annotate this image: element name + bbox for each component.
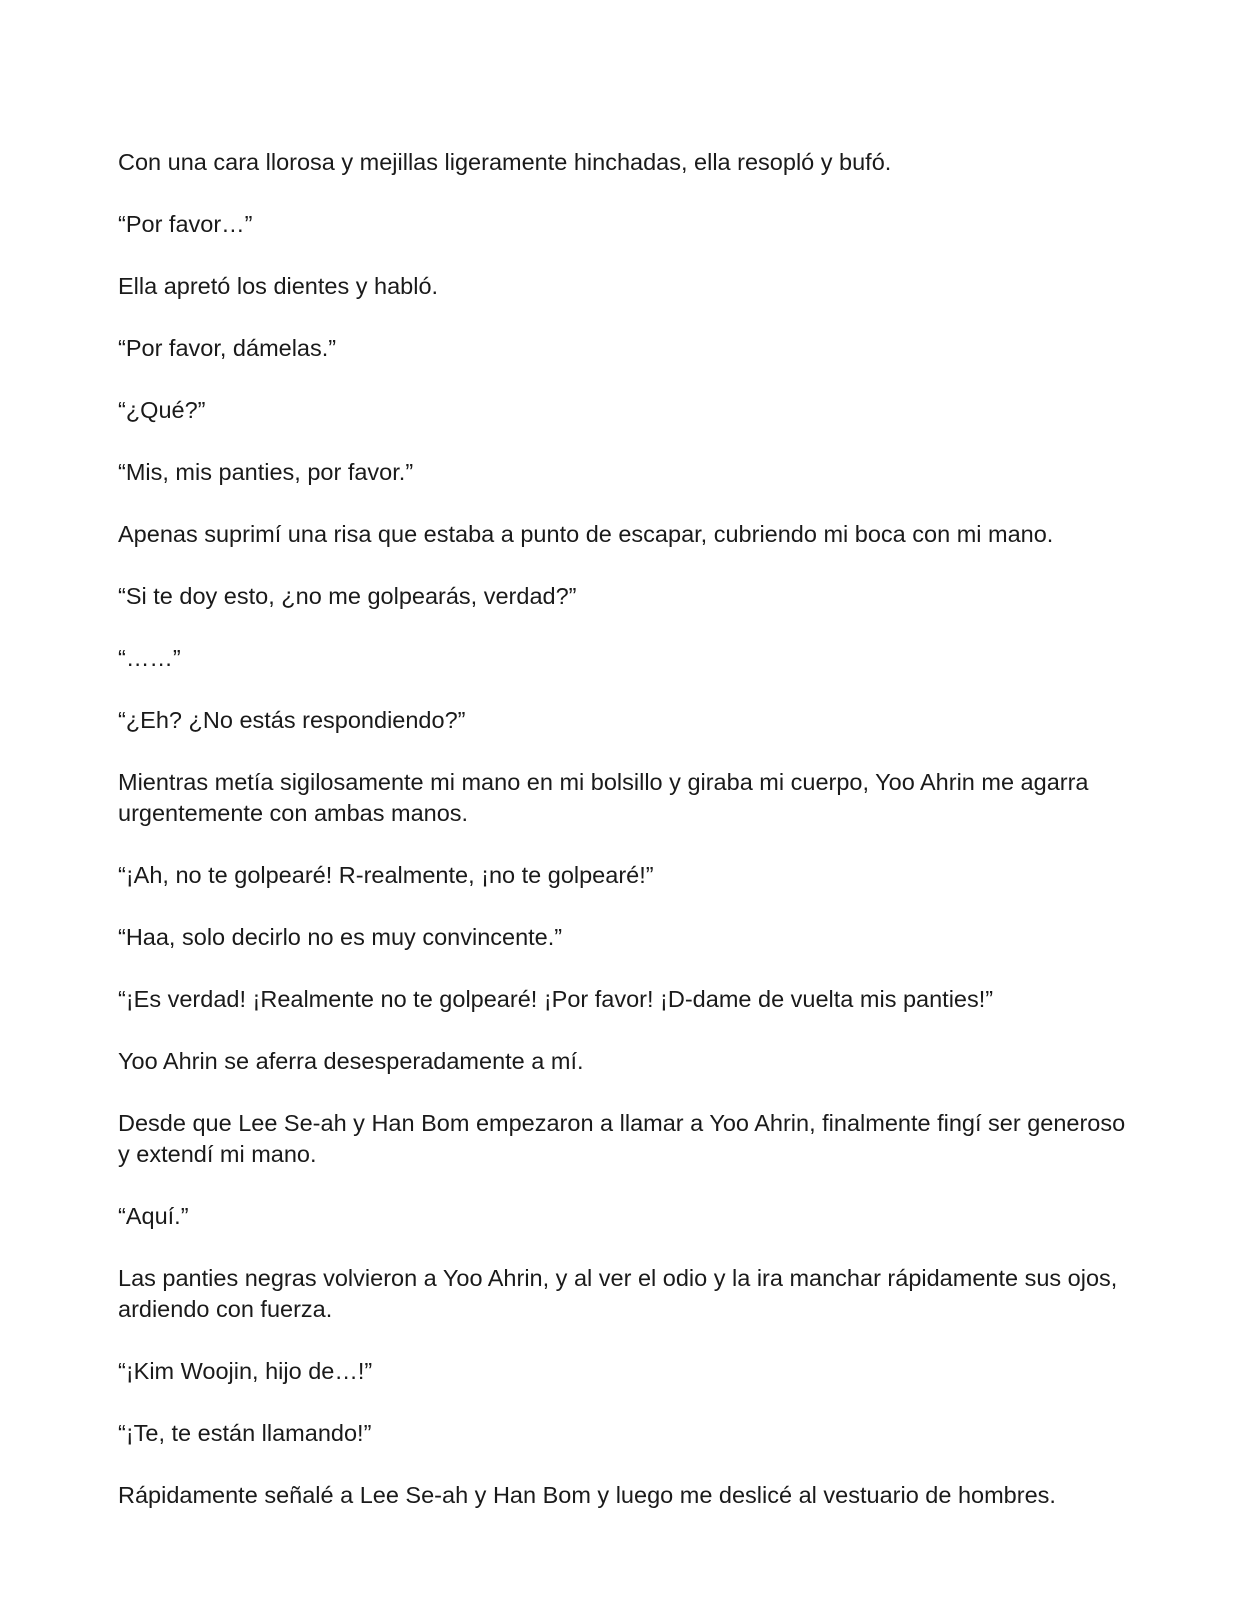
paragraph: Con una cara llorosa y mejillas ligeramente hinchadas, ella resopló y bufó.	[118, 149, 892, 175]
paragraph: Apenas suprimí una risa que estaba a punto de escapar, cubriendo mi boca con mi mano.	[118, 521, 1054, 547]
paragraph: Rápidamente señalé a Lee Se-ah y Han Bom y luego me deslicé al vestuario de hombres.	[118, 1482, 1056, 1508]
paragraph: “Por favor…”	[118, 211, 253, 237]
paragraph: “¿Qué?”	[118, 397, 206, 423]
paragraph: Las panties negras volvieron a Yoo Ahrin, y al ver el odio y la ira manchar rápidamente sus ojos, ardiendo con fuerza.	[118, 1265, 1118, 1322]
paragraph: “¡Te, te están llamando!”	[118, 1420, 372, 1446]
paragraph: “Si te doy esto, ¿no me golpearás, verdad?”	[118, 583, 577, 609]
document-body	[118, 147, 1128, 1542]
paragraph: “Por favor, dámelas.”	[118, 335, 337, 361]
paragraph: Yoo Ahrin se aferra desesperadamente a mí.	[118, 1048, 584, 1074]
paragraph: “¿Eh? ¿No estás respondiendo?”	[118, 707, 466, 733]
paragraph: “Aquí.”	[118, 1203, 189, 1229]
paragraph: “Mis, mis panties, por favor.”	[118, 459, 414, 485]
paragraph: “¡Kim Woojin, hijo de…!”	[118, 1358, 373, 1384]
paragraph: “¡Es verdad! ¡Realmente no te golpearé! ¡Por favor! ¡D-dame de vuelta mis panties!”	[118, 986, 994, 1012]
paragraph: “……”	[118, 645, 181, 671]
paragraph: “¡Ah, no te golpearé! R-realmente, ¡no te golpearé!”	[118, 862, 654, 888]
paragraph: Desde que Lee Se-ah y Han Bom empezaron a llamar a Yoo Ahrin, finalmente fingí ser generoso y extendí mi mano.	[118, 1110, 1126, 1167]
paragraph: Ella apretó los dientes y habló.	[118, 273, 439, 299]
paragraph: Mientras metía sigilosamente mi mano en mi bolsillo y giraba mi cuerpo, Yoo Ahrin me agarra urgentemente con ambas manos.	[118, 769, 1089, 826]
paragraph: “Haa, solo decirlo no es muy convincente.”	[118, 924, 563, 950]
